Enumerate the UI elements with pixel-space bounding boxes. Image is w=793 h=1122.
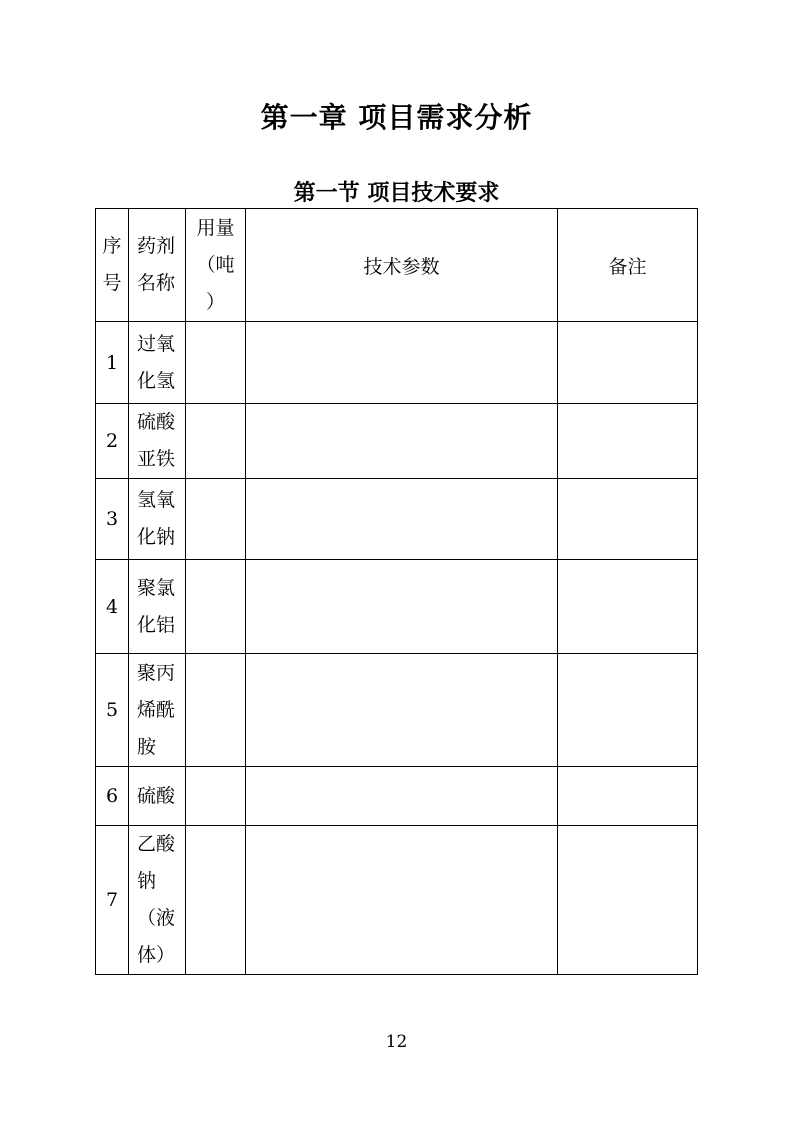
row-index: 3 [96, 479, 129, 560]
header-notes: 备注 [558, 209, 698, 322]
row-notes[interactable] [558, 826, 698, 975]
row-name-line: 烯酰 [137, 698, 176, 721]
row-name-line: 聚丙 [137, 661, 176, 684]
row-notes[interactable] [558, 654, 698, 767]
row-quantity[interactable] [186, 654, 246, 767]
row-name [129, 654, 186, 767]
row-quantity[interactable] [186, 560, 246, 654]
row-name [129, 767, 186, 826]
table-row [96, 654, 698, 767]
table-header-row [96, 209, 698, 322]
row-name-line: 化钠 [137, 526, 176, 548]
row-name-line: 化铝 [137, 613, 176, 636]
row-index: 4 [96, 560, 129, 654]
requirements-table [95, 208, 698, 975]
row-name-line: 过氧 [137, 332, 176, 355]
header-quantity-line: ） [205, 290, 225, 313]
table-row [96, 767, 698, 826]
row-name-line: 亚铁 [137, 448, 176, 470]
table-row [96, 404, 698, 479]
header-index-line: 序 [102, 235, 122, 257]
row-name [129, 322, 186, 404]
row-name-line: （液 [137, 907, 176, 929]
row-params[interactable] [246, 560, 558, 654]
row-index: 6 [96, 767, 129, 826]
row-notes[interactable] [558, 479, 698, 560]
row-index: 1 [96, 322, 129, 404]
table-row [96, 560, 698, 654]
row-name-line: 化氢 [137, 369, 176, 392]
header-quantity-line: （吨 [196, 253, 235, 276]
row-quantity[interactable] [186, 767, 246, 826]
table-row [96, 322, 698, 404]
page-number: 12 [385, 1032, 408, 1052]
row-name-line: 硫酸 [137, 784, 176, 807]
row-params[interactable] [246, 826, 558, 975]
header-name [129, 209, 186, 322]
section-title: 第一节 项目技术要求 [293, 180, 500, 206]
header-quantity-line: 用量 [196, 216, 235, 239]
row-name-line: 乙酸 [137, 833, 176, 855]
row-params[interactable] [246, 654, 558, 767]
row-name-line: 钠 [137, 870, 157, 892]
header-name-line: 名称 [137, 272, 176, 294]
row-quantity[interactable] [186, 322, 246, 404]
row-notes[interactable] [558, 767, 698, 826]
row-params[interactable] [246, 479, 558, 560]
header-quantity [186, 209, 246, 322]
row-quantity[interactable] [186, 479, 246, 560]
chapter-title: 第一章 项目需求分析 [260, 101, 533, 134]
row-name [129, 479, 186, 560]
row-quantity[interactable] [186, 404, 246, 479]
row-name-line: 硫酸 [137, 411, 176, 433]
row-name-line: 氢氧 [137, 489, 176, 511]
row-name-line: 聚氯 [137, 576, 176, 599]
row-name [129, 560, 186, 654]
table-row [96, 826, 698, 975]
table-row [96, 479, 698, 560]
row-index: 7 [96, 826, 129, 975]
header-name-line: 药剂 [137, 235, 176, 257]
row-params[interactable] [246, 404, 558, 479]
row-name [129, 826, 186, 975]
row-notes[interactable] [558, 322, 698, 404]
row-index: 2 [96, 404, 129, 479]
header-index-line: 号 [102, 272, 122, 294]
row-name [129, 404, 186, 479]
row-params[interactable] [246, 322, 558, 404]
row-name-line: 胺 [137, 735, 157, 758]
row-index: 5 [96, 654, 129, 767]
header-params: 技术参数 [246, 209, 558, 322]
header-index [96, 209, 129, 322]
row-notes[interactable] [558, 560, 698, 654]
row-notes[interactable] [558, 404, 698, 479]
row-name-line: 体） [137, 944, 176, 966]
row-quantity[interactable] [186, 826, 246, 975]
row-params[interactable] [246, 767, 558, 826]
